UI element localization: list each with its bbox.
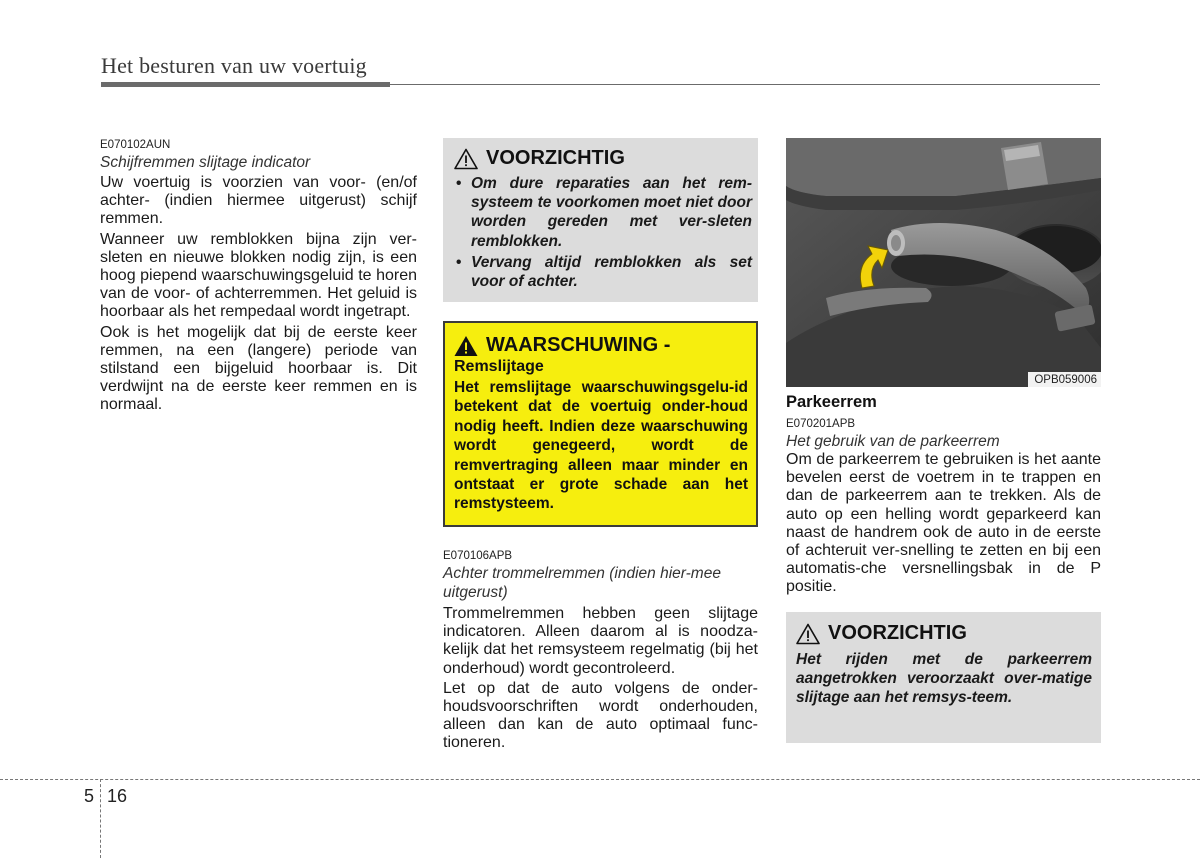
parking-brake-section <box>786 393 1101 599</box>
caution-title-text: VOORZICHTIG <box>486 147 625 169</box>
caution-title <box>454 147 752 170</box>
section-body <box>100 174 417 415</box>
handbrake-illustration <box>786 138 1101 387</box>
caution-triangle-icon <box>796 623 820 645</box>
page-header-title: Het besturen van uw voertuig <box>101 53 367 78</box>
paragraph: Uw voertuig is voorzien van voor- (en/of achter- (indien hiermee uitgerust) schijf remmen. <box>100 174 417 228</box>
photo-caption: OPB059006 <box>1028 372 1101 387</box>
caution-box <box>443 138 758 302</box>
section-code: E070106APB <box>443 550 513 562</box>
section-heading: Parkeerrem <box>786 393 877 411</box>
warning-title <box>454 334 748 357</box>
section-code: E070102AUN <box>100 139 171 151</box>
header-rule-thin <box>390 84 1100 85</box>
paragraph: Trommelremmen hebben geen slijtage indicatoren. Alleen daarom al is noodza-kelijk dat het remsysteem regelmatig (bij het onderhoud) wordt gecontroleerd. <box>443 605 758 677</box>
paragraph: Let op dat de auto volgens de onder-houdsvoorschriften wordt onderhouden, alleen dan kan de auto optimaal func-tioneren. <box>443 679 758 752</box>
section-subhead: Het gebruik van de parkeerrem <box>786 433 1000 450</box>
footer-divider <box>100 779 101 858</box>
parking-brake-photo <box>786 138 1101 387</box>
footer-rule <box>0 779 1200 780</box>
caution-triangle-icon <box>454 148 478 170</box>
section-code: E070201APB <box>786 418 856 430</box>
caution-title-text: VOORZICHTIG <box>828 622 967 644</box>
disc-brake-section <box>100 139 417 417</box>
caution-box-parking <box>786 612 1101 743</box>
warning-subtitle: Remslijtage <box>454 358 544 375</box>
caution-list-item: • Vervang altijd remblokken als set voor of achter. <box>454 253 752 291</box>
section-body <box>786 451 1101 597</box>
section-body <box>443 605 758 753</box>
caution-title <box>796 622 1092 645</box>
warning-triangle-icon <box>454 335 478 357</box>
paragraph: Om de parkeerrem te gebruiken is het aante bevelen eerst de voetrem in te trappen en dan de parkeerrem aan te trekken. Als de auto op een helling wordt geparkeerd kan naast de handrem ook de auto in de eerste of achteruit ver-snelling te zetten en bij een automatis-che versnellingsbak in de P positie. <box>786 451 1101 596</box>
paragraph: Wanneer uw remblokken bijna zijn ver-sleten en nieuwe blokken nodig zijn, is een hoog piepend waarschuwingsgeluid te horen van de voor- of achterremmen. Het geluid is hoorbaar als het rempedaal wordt ingetrapt. <box>100 230 417 321</box>
chapter-number: 5 <box>84 786 95 806</box>
warning-text: Het remslijtage waarschuwingsgelu-id betekent dat de voertuig onder-houd nodig heeft. Indien deze waarschuwing wordt genegeerd, wordt de remvertraging alleen maar minder en ontstaat er grote schade aan het remstysteem. <box>454 379 748 513</box>
caution-list-item: • Om dure reparaties aan het rem-systeem te voorkomen moet niet door worden gereden met ver-sleten remblokken. <box>454 174 752 251</box>
paragraph: Ook is het mogelijk dat bij de eerste keer remmen, na een (langere) periode van stilstand een bijgeluid hoorbaar is. Dit verdwijnt na de eerste keer remmen en is normaal. <box>100 323 417 414</box>
page-number: 16 <box>107 786 128 806</box>
drum-brake-section <box>443 550 758 755</box>
warning-title-text: WAARSCHUWING - <box>486 334 671 356</box>
warning-box <box>443 321 758 527</box>
caution-text: Het rijden met de parkeerrem aangetrokken veroorzaakt over-matige slijtage aan het remsys-teem. <box>796 651 1092 707</box>
section-subhead: Achter trommelremmen (indien hier-mee uitgerust) <box>443 565 721 601</box>
section-subhead: Schijfremmen slijtage indicator <box>100 154 311 171</box>
header-rule <box>101 82 390 87</box>
caution-list <box>454 174 752 291</box>
